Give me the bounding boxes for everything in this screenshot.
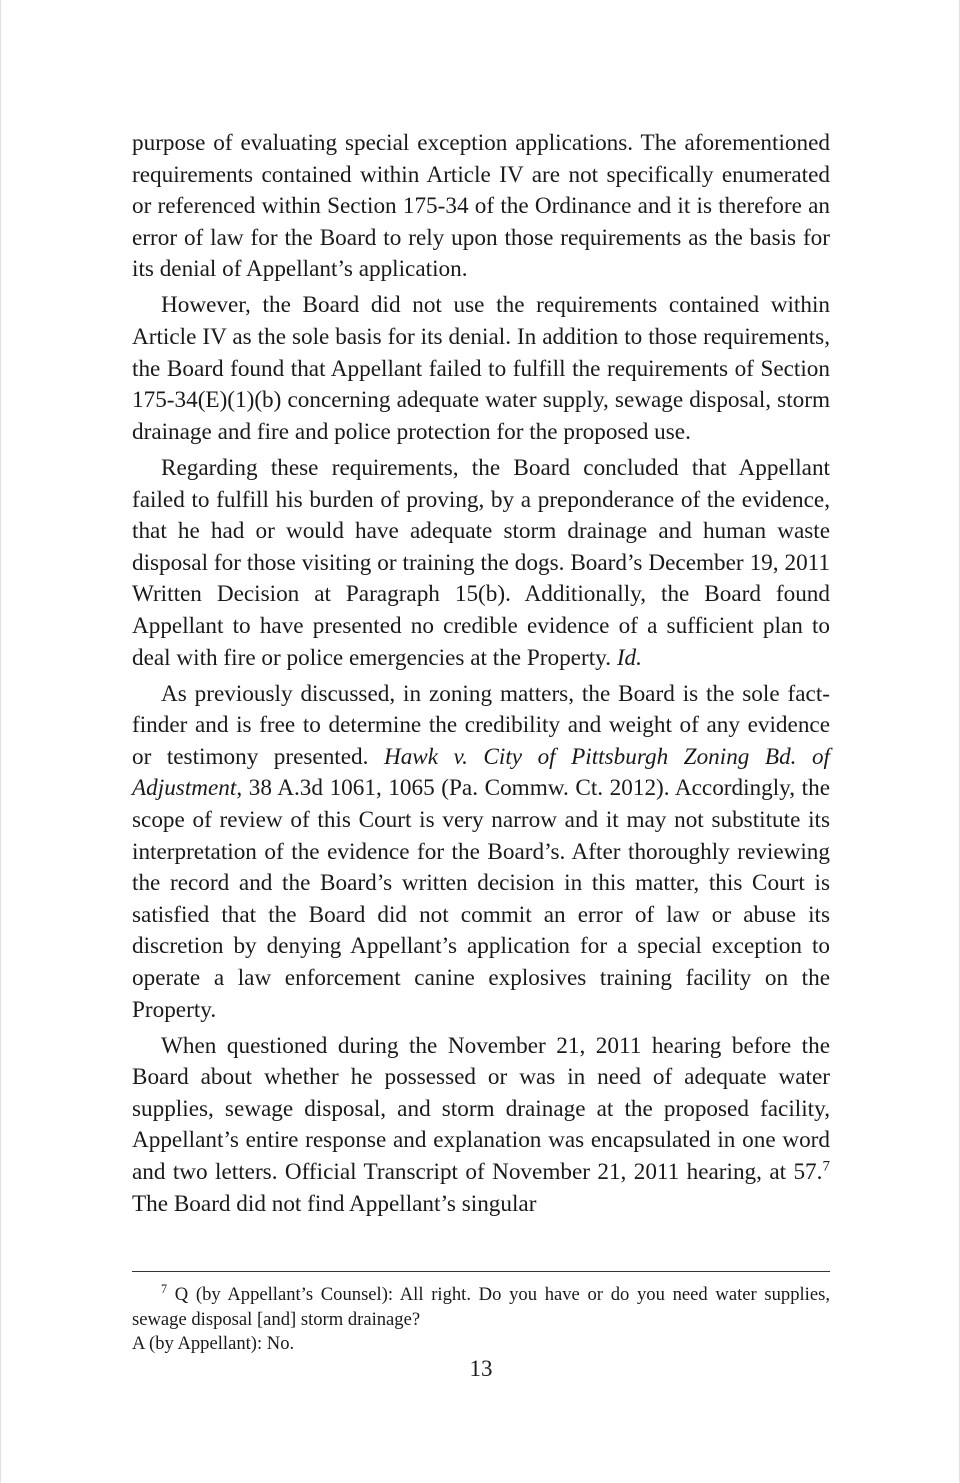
paragraph: When questioned during the November 21, 2011 hearing before the Board about whether he possessed or was in need of adequate water supplies, sewage disposal, and storm drainage at the proposed facility, Appellant’s entire response and explanation was encapsulated in one word and two letters. Official Transcript of November 21, 2011 hearing, at 57.$^7$ The Board did not find Appellant’s singular (132, 1032, 830, 1217)
footnote-marker: 7 (161, 1281, 168, 1296)
footnotes (132, 1283, 830, 1357)
paragraph: However, the Board did not use the requirements contained within Article IV as the sole basis for its denial. In addition to those requirements, the Board found that Appellant failed to fulfill the requirements of Section 175-34(E)(1)(b) concerning adequate water supply, sewage disposal, storm drainage and fire and police protection for the proposed use. (132, 292, 830, 445)
paragraph: purpose of evaluating special exception applications. The aforementioned requirements contained within Article IV are not specifically enumerated or referenced within Section 175-34 of the Ordinance and it is therefore an error of law for the Board to rely upon those requirements as the basis for its denial of Appellant’s application. (132, 130, 830, 283)
paragraph: Regarding these requirements, the Board concluded that Appellant failed to fulfill his burden of proving, by a preponderance of the evidence, that he had or would have adequate storm drainage and human waste disposal for those visiting or training the dogs. Board’s December 19, 2011 Written Decision at Paragraph 15(b). Additionally, the Board found Appellant to have presented no credible evidence of a sufficient plan to deal with fire or police emergencies at the Property. Id. (132, 454, 830, 671)
body-text (132, 128, 830, 1225)
case-citation: Hawk v. City of Pittsburgh Zoning Bd. of Adjustment (132, 743, 831, 802)
footnote-reference: 7 (822, 1158, 830, 1175)
footnote-line: A (by Appellant): No. (132, 1333, 295, 1354)
page-number: 13 (469, 1356, 493, 1381)
case-citation-id: Id. (616, 644, 642, 671)
footnote-divider (132, 1271, 830, 1272)
footnote: $^7$ Q (by Appellant’s Counsel): All right. Do you have or do you need water supplies, sewage disposal [and] storm drainage? (132, 1281, 830, 1330)
paragraph: As previously discussed, in zoning matters, the Board is the sole fact-finder and is free to determine the credibility and weight of any evidence or testimony presented. Hawk v. City of Pittsburgh Zoning Bd. of Adjustment, 38 A.3d 1061, 1065 (Pa. Commw. Ct. 2012). Accordingly, the scope of review of this Court is very narrow and it may not substitute its interpretation of the evidence for the Board’s. After thoroughly reviewing the record and the Board’s written decision in this matter, this Court is satisfied that the Board did not commit an error of law or abuse its discretion by denying Appellant’s application for a special exception to operate a law enforcement canine explosives training facility on the Property. (132, 680, 831, 1023)
